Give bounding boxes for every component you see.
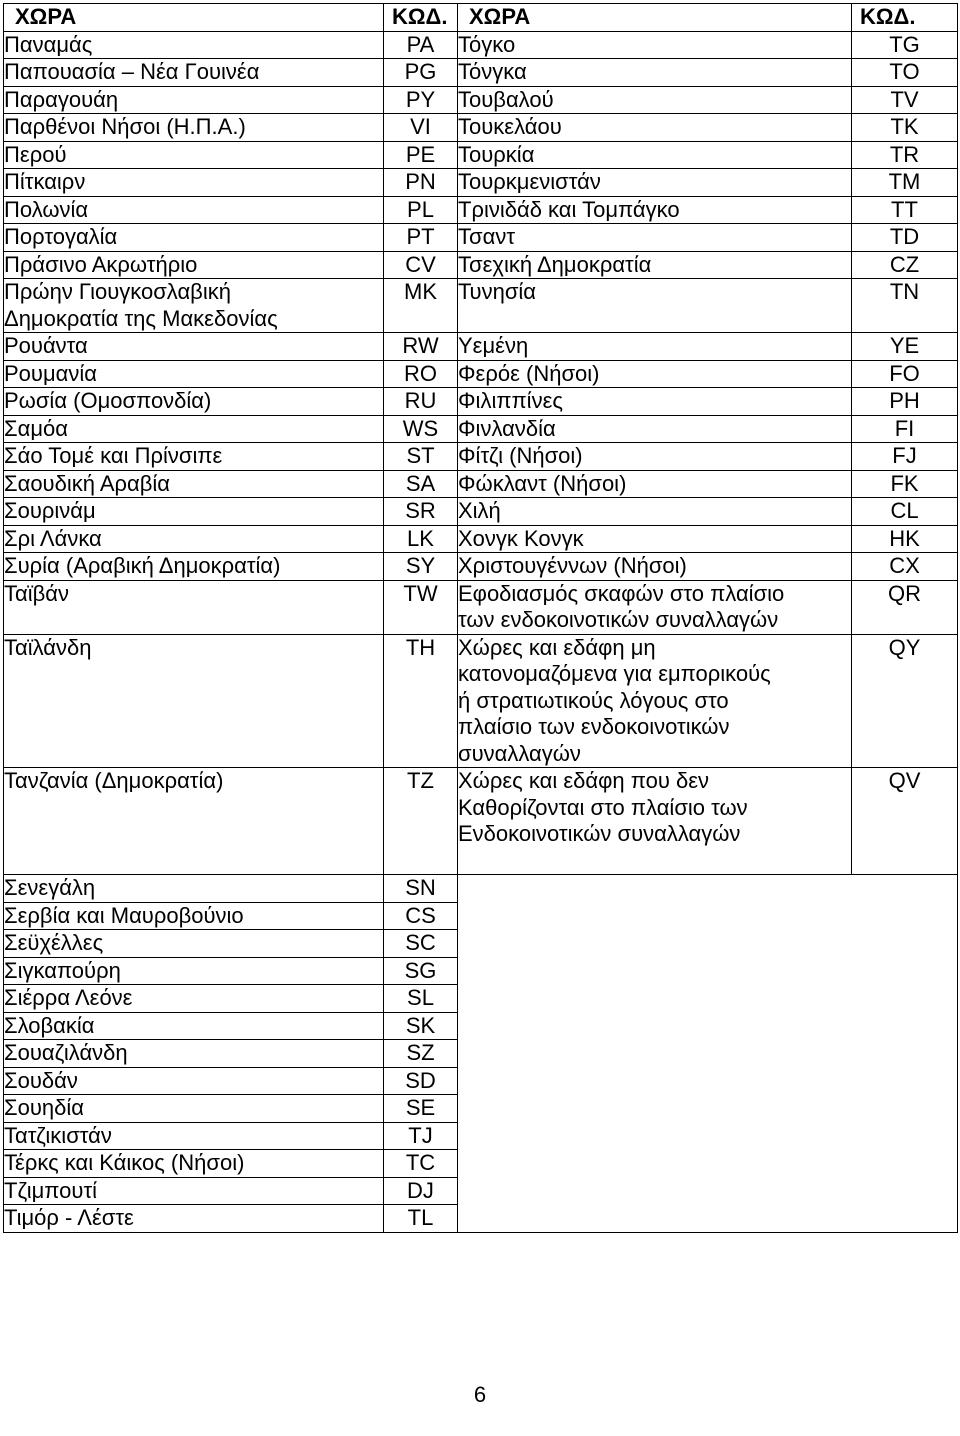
code-left: SK [384, 1012, 458, 1040]
table-row [4, 580, 958, 634]
table-row [4, 768, 958, 875]
code-right: TD [852, 224, 958, 252]
table-row [4, 634, 958, 768]
table-row [4, 388, 958, 416]
code-left: TJ [384, 1122, 458, 1150]
table-row [4, 553, 958, 581]
code-left: SG [384, 957, 458, 985]
country-right: Τουρκμενιστάν [458, 169, 852, 197]
code-left: SA [384, 470, 458, 498]
table-row [4, 525, 958, 553]
code-left: PN [384, 169, 458, 197]
country-right: Φιλιππίνες [458, 388, 852, 416]
code-left: CS [384, 902, 458, 930]
country-right: Εφοδιασμός σκαφών στο πλαίσιο των ενδοκοινοτικών συναλλαγών [458, 580, 852, 634]
country-right: Τόνγκα [458, 59, 852, 87]
country-left: Τζιμπουτί [4, 1177, 384, 1205]
header-row [4, 4, 958, 32]
table-row [4, 86, 958, 114]
country-left: Παναμάς [4, 31, 384, 59]
code-right: FI [852, 415, 958, 443]
table-row [4, 443, 958, 471]
code-left: TC [384, 1150, 458, 1178]
country-right: Υεμένη [458, 333, 852, 361]
empty-cell [458, 875, 958, 1233]
country-right: Φινλανδία [458, 415, 852, 443]
code-right: TN [852, 279, 958, 333]
code-right: FO [852, 360, 958, 388]
code-left: PY [384, 86, 458, 114]
country-right: Χιλή [458, 498, 852, 526]
code-left: WS [384, 415, 458, 443]
table-row [4, 251, 958, 279]
header-country-left: ΧΩΡΑ [4, 4, 384, 32]
table-row [4, 470, 958, 498]
code-left: MK [384, 279, 458, 333]
code-left: VI [384, 114, 458, 142]
country-left: Σουρινάμ [4, 498, 384, 526]
code-right: TM [852, 169, 958, 197]
code-left: PA [384, 31, 458, 59]
code-left: SE [384, 1095, 458, 1123]
country-right: Χώρες και εδάφη μη κατονομαζόμενα για εμπορικούς ή στρατιωτικούς λόγους στο πλαίσιο των ενδοκοινοτικών συναλλαγών [458, 634, 852, 768]
country-right: Τουκελάου [458, 114, 852, 142]
country-left: Πράσινο Ακρωτήριο [4, 251, 384, 279]
code-right: CX [852, 553, 958, 581]
table-row [4, 279, 958, 333]
code-left: RU [384, 388, 458, 416]
country-left: Τέρκς και Κάικος (Νήσοι) [4, 1150, 384, 1178]
code-right: CL [852, 498, 958, 526]
country-right: Τόγκο [458, 31, 852, 59]
country-left: Σαουδική Αραβία [4, 470, 384, 498]
code-right: QR [852, 580, 958, 634]
code-left: PE [384, 141, 458, 169]
country-left: Πορτογαλία [4, 224, 384, 252]
code-left: SR [384, 498, 458, 526]
country-left: Ταϊβάν [4, 580, 384, 634]
code-left: CV [384, 251, 458, 279]
country-right: Τουρκία [458, 141, 852, 169]
table-row [4, 169, 958, 197]
code-left: SD [384, 1067, 458, 1095]
header-country-right: ΧΩΡΑ [458, 4, 852, 32]
country-right: Τσαντ [458, 224, 852, 252]
code-right: TR [852, 141, 958, 169]
country-left: Σουηδία [4, 1095, 384, 1123]
country-right: Φίτζι (Νήσοι) [458, 443, 852, 471]
country-left: Τανζανία (Δημοκρατία) [4, 768, 384, 875]
country-left: Ρωσία (Ομοσπονδία) [4, 388, 384, 416]
country-right: Χριστουγέννων (Νήσοι) [458, 553, 852, 581]
code-left: TW [384, 580, 458, 634]
code-left: RW [384, 333, 458, 361]
country-left: Σουδάν [4, 1067, 384, 1095]
country-codes-table [3, 3, 958, 1233]
country-left: Πολωνία [4, 196, 384, 224]
table-row [4, 196, 958, 224]
country-left: Τατζικιστάν [4, 1122, 384, 1150]
code-right: TT [852, 196, 958, 224]
country-left: Πρώην Γιουγκοσλαβική Δημοκρατία της Μακεδονίας [4, 279, 384, 333]
table-row [4, 498, 958, 526]
code-left: DJ [384, 1177, 458, 1205]
code-left: RO [384, 360, 458, 388]
country-left: Σαμόα [4, 415, 384, 443]
country-left: Ρουμανία [4, 360, 384, 388]
country-right: Τρινιδάδ και Τομπάγκο [458, 196, 852, 224]
country-right: Χονγκ Κονγκ [458, 525, 852, 553]
country-right: Φώκλαντ (Νήσοι) [458, 470, 852, 498]
table-row [4, 31, 958, 59]
code-right: QY [852, 634, 958, 768]
country-left: Σλοβακία [4, 1012, 384, 1040]
country-right: Τυνησία [458, 279, 852, 333]
code-left: ST [384, 443, 458, 471]
code-left: PL [384, 196, 458, 224]
table-row [4, 333, 958, 361]
code-left: PG [384, 59, 458, 87]
table-row [4, 224, 958, 252]
code-right: FK [852, 470, 958, 498]
code-left: SL [384, 985, 458, 1013]
country-right: Χώρες και εδάφη που δεν Καθορίζονται στο πλαίσιο των Ενδοκοινοτικών συναλλαγών [458, 768, 852, 875]
country-left: Σερβία και Μαυροβούνιο [4, 902, 384, 930]
table-row [4, 59, 958, 87]
code-right: QV [852, 768, 958, 875]
country-left: Παρθένοι Νήσοι (Η.Π.Α.) [4, 114, 384, 142]
country-left: Παραγουάη [4, 86, 384, 114]
country-left: Σάο Τομέ και Πρίνσιπε [4, 443, 384, 471]
code-right: TK [852, 114, 958, 142]
country-left: Ρουάντα [4, 333, 384, 361]
country-left: Συρία (Αραβική Δημοκρατία) [4, 553, 384, 581]
code-left: SN [384, 875, 458, 903]
header-code-right: ΚΩΔ. [852, 4, 958, 32]
code-right: YE [852, 333, 958, 361]
table-row [4, 141, 958, 169]
code-left: SC [384, 930, 458, 958]
page-number: 6 [473, 1382, 487, 1407]
country-left: Σρι Λάνκα [4, 525, 384, 553]
country-right: Φερόε (Νήσοι) [458, 360, 852, 388]
code-right: PH [852, 388, 958, 416]
country-left: Περού [4, 141, 384, 169]
header-code-left: ΚΩΔ. [384, 4, 458, 32]
country-left: Ταϊλάνδη [4, 634, 384, 768]
table-row [4, 875, 958, 903]
code-right: TO [852, 59, 958, 87]
country-left: Σιγκαπούρη [4, 957, 384, 985]
code-left: SY [384, 553, 458, 581]
code-left: LK [384, 525, 458, 553]
table-row [4, 114, 958, 142]
country-right: Τσεχική Δημοκρατία [458, 251, 852, 279]
code-left: PT [384, 224, 458, 252]
table-row [4, 415, 958, 443]
country-left: Παπουασία – Νέα Γουινέα [4, 59, 384, 87]
country-left: Τιμόρ - Λέστε [4, 1205, 384, 1233]
country-left: Σουαζιλάνδη [4, 1040, 384, 1068]
code-left: TH [384, 634, 458, 768]
country-left: Σιέρρα Λεόνε [4, 985, 384, 1013]
country-left: Σεϋχέλλες [4, 930, 384, 958]
code-right: FJ [852, 443, 958, 471]
code-right: TG [852, 31, 958, 59]
code-right: TV [852, 86, 958, 114]
code-left: SZ [384, 1040, 458, 1068]
country-left: Σενεγάλη [4, 875, 384, 903]
table-row [4, 360, 958, 388]
country-right: Τουβαλού [458, 86, 852, 114]
code-left: TL [384, 1205, 458, 1233]
code-left: TZ [384, 768, 458, 875]
code-right: HK [852, 525, 958, 553]
country-left: Πίτκαιρν [4, 169, 384, 197]
code-right: CZ [852, 251, 958, 279]
